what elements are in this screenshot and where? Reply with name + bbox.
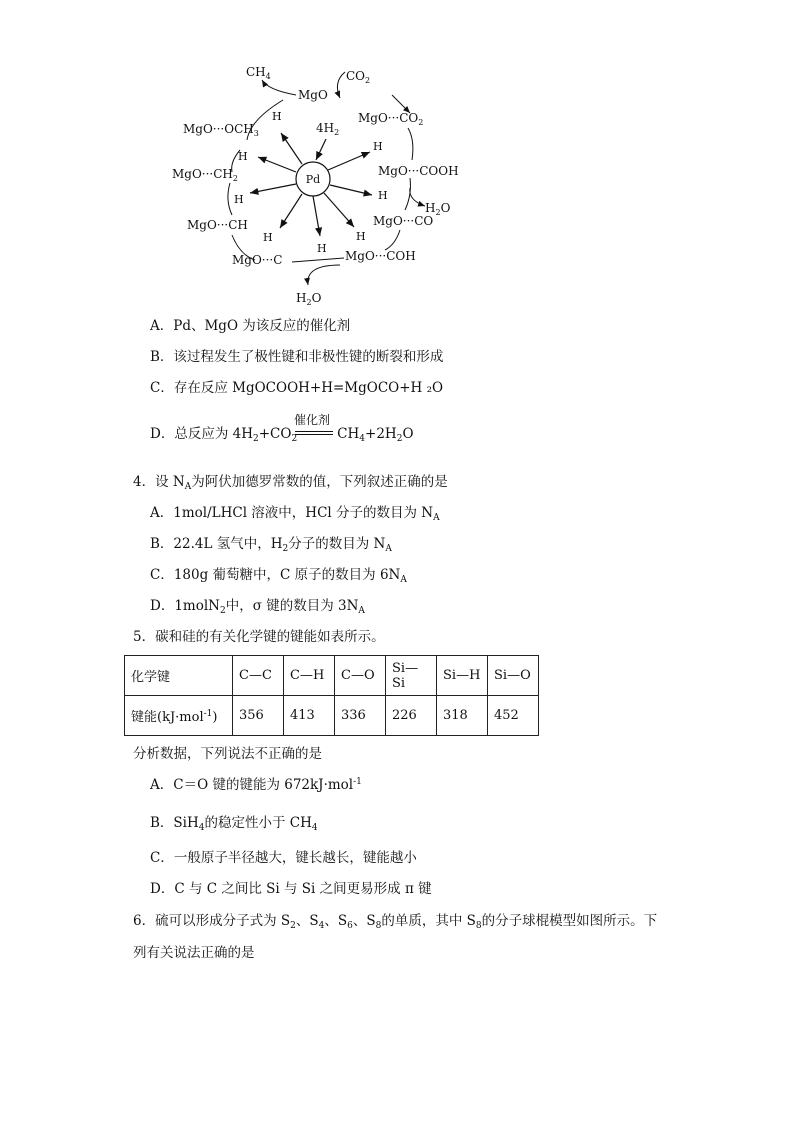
h-label: H [317, 242, 327, 255]
table-row [125, 656, 539, 696]
q6-stem-line2: 列有关说法正确的是 [133, 945, 255, 961]
table-cell: 413 [284, 696, 335, 736]
q4-option-c: C．180g 葡萄糖中，C 原子的数目为 $6N_A$ [150, 567, 407, 585]
species-mgo-co2: $MgO\cdot\cdot\cdot CO_2$ [358, 111, 424, 127]
table-header-cell: Si—Si [386, 656, 437, 696]
q5-followup: 分析数据，下列说法不正确的是 [133, 746, 322, 762]
mechanism-diagram [0, 0, 794, 310]
bond-energy-table [124, 655, 539, 736]
q4-stem: 4．设 $N_A$为阿伏加德罗常数的值，下列叙述正确的是 [133, 474, 448, 492]
table-row [125, 696, 539, 736]
species-mgo-ch2: $MgO\cdot\cdot\cdot CH_2$ [172, 167, 238, 183]
h-label: H [272, 110, 282, 123]
table-header-cell: Si—H [437, 656, 488, 696]
q3-option-a: A．Pd、MgO 为该反应的催化剂 [150, 318, 351, 334]
q4-option-b: B．22.4L 氢气中，$H_2$分子的数目为 $N_A$ [150, 536, 392, 554]
species-mgo-c: MgO···C [232, 253, 283, 267]
h2-label: $4H_2$ [316, 121, 340, 137]
q3-option-b: B．该过程发生了极性键和非极性键的断裂和形成 [150, 349, 444, 365]
species-ch4: $CH_4$ [246, 65, 271, 81]
species-h2o: $H_2O$ [425, 201, 451, 217]
table-header-cell: C—O [335, 656, 386, 696]
q3-option-c: C．存在反应 MgOCOOH+H=MgOCO+H ₂O [150, 380, 444, 396]
species-mgo-coh: MgO···COH [345, 249, 416, 263]
q3-option-d: D．总反应为 $4H_2+CO_2$ $CH_4+2H_2O$ [150, 426, 414, 444]
q6-stem-line1: 6．硫可以形成分子式为 $S_2$、$S_4$、$S_6$、$S_8$的单质，其中 $S_8$的分子球棍模型如图所示。下 [133, 913, 658, 931]
q5-option-b: B．SiH$_4$的稳定性小于 $CH_4$ [150, 815, 318, 833]
h-label: H [234, 193, 244, 206]
table-cell: 226 [386, 696, 437, 736]
h-label: H [378, 189, 388, 202]
h-label: H [238, 150, 248, 163]
q5-stem: 5．碳和硅的有关化学键的键能如表所示。 [133, 629, 385, 645]
table-row-label: 键能(kJ·mol$^{-1}$) [125, 696, 233, 736]
table-header-cell: 化学键 [125, 656, 233, 696]
species-co2: $CO_2$ [346, 69, 371, 85]
table-cell: 318 [437, 696, 488, 736]
pd-label: Pd [305, 173, 321, 186]
q4-option-a: A．1mol/LHCl 溶液中，HCl 分子的数目为 $N_A$ [150, 505, 440, 523]
table-cell: 452 [488, 696, 539, 736]
q5-option-a: A．C＝O 键的键能为 672kJ·mol$^{-1}$ [150, 777, 362, 793]
h-label: H [373, 140, 383, 153]
catalyst-label: 催化剂 [294, 413, 331, 427]
species-mgo: MgO [298, 88, 328, 102]
equation-line [295, 434, 333, 435]
species-h2o: $H_2O$ [296, 291, 322, 307]
species-mgo-cooh: MgO···COOH [378, 164, 459, 178]
table-header-cell: C—C [233, 656, 284, 696]
h-label: H [356, 230, 366, 243]
table-header-cell: C—H [284, 656, 335, 696]
q4-option-d: D．1molN$_2$中，σ 键的数目为 $3N_A$ [150, 598, 365, 616]
table-cell: 356 [233, 696, 284, 736]
species-mgo-ch: MgO···CH [187, 218, 248, 232]
q5-option-d: D．C 与 C 之间比 Si 与 Si 之间更易形成 π 键 [150, 881, 432, 897]
species-mgo-co: MgO···CO [373, 214, 434, 228]
equation-line [295, 431, 333, 432]
species-mgo-och3: $MgO\cdot\cdot\cdot OCH_3$ [183, 122, 259, 138]
h-label: H [263, 231, 273, 244]
table-cell: 336 [335, 696, 386, 736]
table-header-cell: Si—O [488, 656, 539, 696]
q5-option-c: C．一般原子半径越大，键长越长，键能越小 [150, 850, 417, 866]
